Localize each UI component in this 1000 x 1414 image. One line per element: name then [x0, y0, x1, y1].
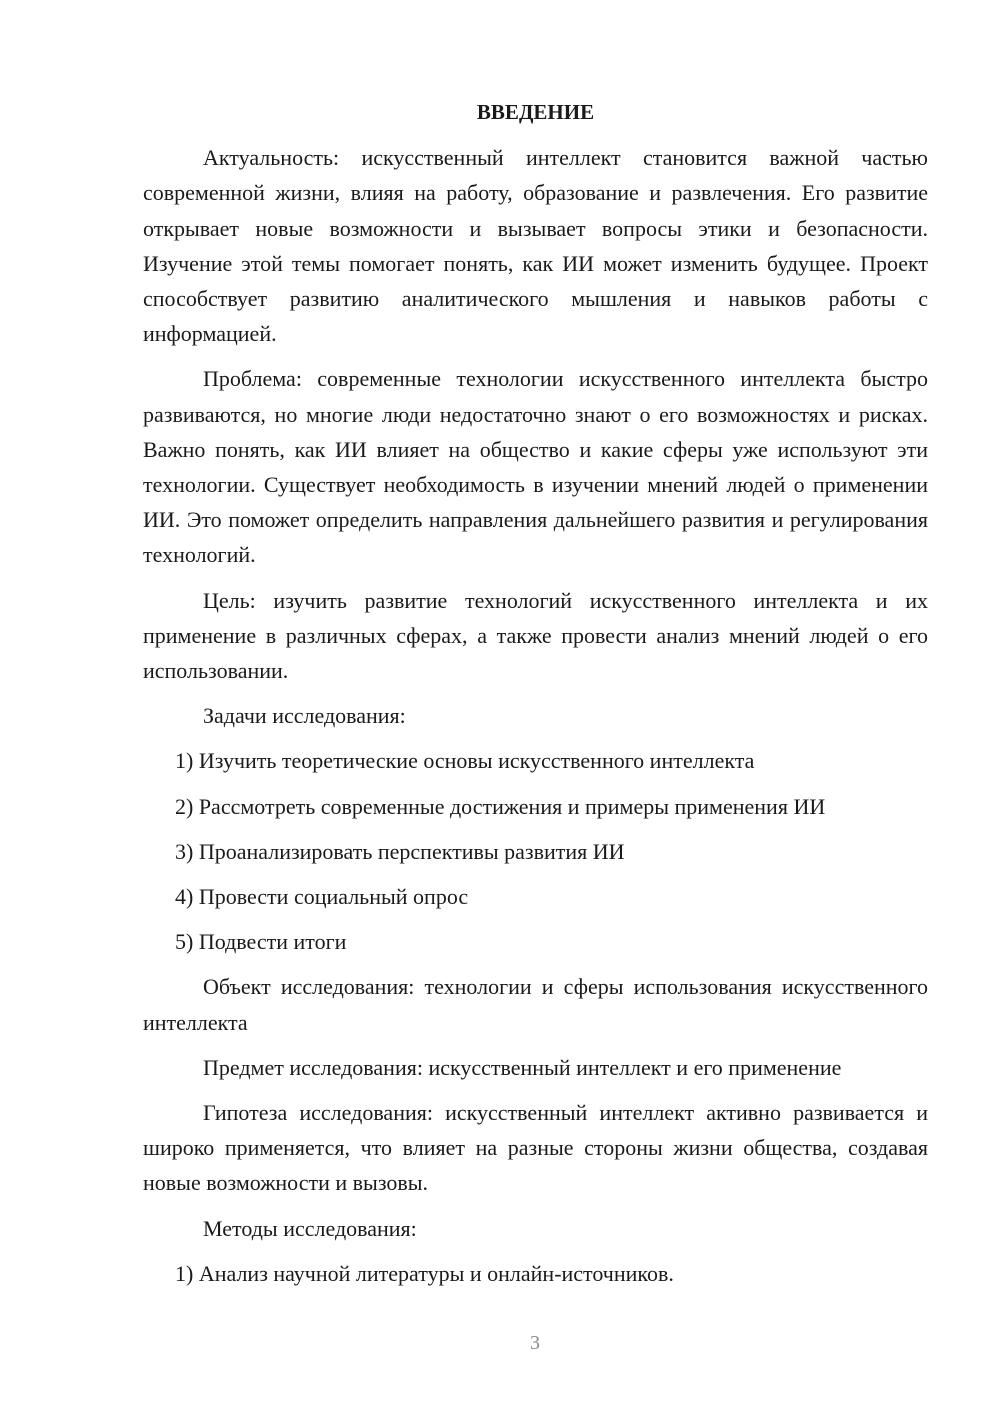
methods-heading: Методы исследования: — [203, 1215, 417, 1241]
section-title: ВВЕДЕНИЕ — [476, 100, 595, 124]
list-item: 5) Подвести итоги — [175, 929, 347, 955]
problem-paragraph: Проблема: современные технологии искусственного интеллекта быстро развиваются, но многие люди недостаточно знают о его возможностях и рисках. Важно понять, как ИИ влияет на общество и какие сферы уже используют эти технологии. Существует необходимость в изучении мнений людей о применении ИИ. Это поможет определить направления дальнейшего развития и регулирования технологий. — [143, 366, 928, 568]
list-item: 1) Изучить теоретические основы искусственного интеллекта — [175, 748, 755, 774]
list-item: 3) Проанализировать перспективы развития ИИ — [175, 838, 625, 864]
tasks-heading: Задачи исследования: — [203, 703, 406, 729]
list-item: 1) Анализ научной литературы и онлайн-источников. — [175, 1260, 674, 1286]
methods-list — [143, 1256, 928, 1291]
object-paragraph: Объект исследования: технологии и сферы использования искусственного интеллекта — [143, 974, 928, 1035]
page-number: 3 — [530, 1332, 540, 1354]
goal-paragraph: Цель: изучить развитие технологий искусственного интеллекта и их применение в различных сферах, а также провести анализ мнений людей о его использовании. — [143, 587, 928, 684]
relevance-paragraph: Актуальность: искусственный интеллект становится важной частью современной жизни, влияя на работу, образование и развлечения. Его развитие открывает новые возможности и вызывает вопросы этики и безопасности. Изучение этой темы помогает понять, как ИИ может изменить будущее. Проект способствует развитию аналитического мышления и навыков работы с информацией. — [143, 145, 928, 347]
document-page — [143, 95, 928, 1301]
list-item: 2) Рассмотреть современные достижения и примеры применения ИИ — [175, 793, 826, 819]
tasks-list — [143, 743, 928, 959]
subject-paragraph: Предмет исследования: искусственный интеллект и его применение — [203, 1054, 842, 1080]
list-item: 4) Провести социальный опрос — [175, 884, 469, 910]
hypothesis-paragraph: Гипотеза исследования: искусственный интеллект активно развивается и широко применяется, что влияет на разные стороны жизни общества, создавая новые возможности и вызовы. — [143, 1100, 928, 1196]
